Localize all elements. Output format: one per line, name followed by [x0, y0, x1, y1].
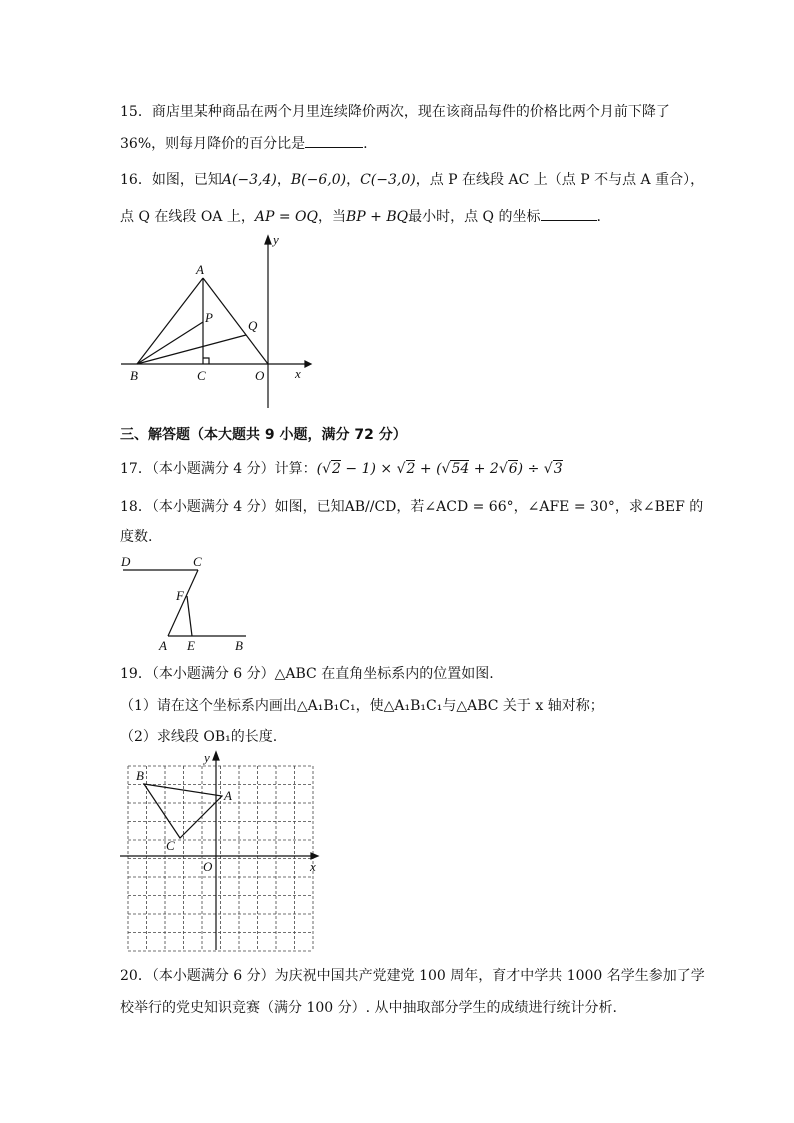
- q18-label-a: A: [159, 638, 167, 653]
- q17-rad-2b: 2: [406, 461, 416, 477]
- q18-label-c: C: [193, 554, 202, 569]
- q18-number: 18．: [120, 499, 152, 515]
- q16-label-x: x: [295, 366, 301, 381]
- q18-line-fe: [187, 596, 192, 636]
- q19-text-line1: （本小题满分 6 分）△ABC 在直角坐标系内的位置如图.: [151, 666, 494, 682]
- q17-prefix: （本小题满分 4 分）计算：: [151, 461, 317, 477]
- q16-seg-ba: [137, 278, 203, 364]
- q19-text-part2: （2）求线段 OB₁的长度.: [120, 729, 278, 745]
- q18-line-ca: [168, 570, 198, 636]
- q19-text-part1: （1）请在这个坐标系内画出△A₁B₁C₁，使△A₁B₁C₁与△ABC 关于 x 轴对称；: [120, 698, 604, 714]
- q16-right-angle: [203, 358, 209, 364]
- q15-end: .: [363, 136, 368, 152]
- q16-x-arrow: [305, 361, 311, 367]
- q19-label-c: C: [166, 838, 175, 853]
- q20-text-line1: （本小题满分 6 分）为庆祝中国共产党建党 100 周年，育才中学共 1000 名学生参加了学: [151, 968, 705, 984]
- q16-line1-post: ，点 P 在线段 AC 上（点 P 不与点 A 重合），: [415, 172, 705, 188]
- q15-line2: [120, 133, 368, 154]
- q16-end: .: [596, 209, 601, 225]
- q18-text-line1: （本小题满分 4 分）如图，已知AB//CD，若∠ACD = 66°，∠AFE = 30°，求∠BEF 的: [151, 499, 704, 515]
- q17-number: 17．: [120, 461, 152, 477]
- q17-paren1: (: [316, 461, 323, 477]
- q15-text-line1: 商店里某种商品在两个月里连续降价两次，现在该商品每件的价格比两个月前下降了: [151, 104, 670, 120]
- q20-text-line2: 校举行的党史知识竞赛（满分 100 分）. 从中抽取部分学生的成绩进行统计分析.: [120, 1000, 617, 1016]
- q15-line1: [120, 102, 670, 122]
- q19-y-arrow: [213, 752, 219, 760]
- q18-line1: [120, 497, 703, 517]
- q16-line2-post: 最小时，点 Q 的坐标: [408, 209, 541, 225]
- q16-point-c: C(−3,0): [360, 172, 416, 188]
- q18-text-line2: 度数.: [120, 529, 153, 545]
- q15-text-line2: 36%，则每月降价的百分比是: [120, 136, 306, 152]
- q15-number: 15．: [120, 104, 152, 120]
- q19-label-x: x: [310, 859, 316, 874]
- q16-seg-bp: [137, 322, 203, 364]
- q16-label-o: O: [255, 368, 265, 383]
- q20-line2: [120, 998, 617, 1018]
- q16-point-a: A(−3,4): [221, 172, 277, 188]
- q16-cond2: BP + BQ: [346, 209, 409, 225]
- q19-line1: [120, 664, 494, 684]
- q18-label-e: E: [187, 638, 195, 653]
- q18-line2: [120, 527, 152, 547]
- q17-rad-6: 6: [508, 461, 518, 477]
- q17-line: [120, 459, 563, 479]
- q16-label-a: A: [196, 262, 204, 277]
- q16-line2: [120, 206, 601, 227]
- q17-op3: + 2: [469, 461, 499, 477]
- q17-rad-54: 54: [451, 461, 470, 477]
- q19-number: 19．: [120, 666, 152, 682]
- q16-line1-pre: 如图，已知: [151, 172, 222, 188]
- q19-figure: [118, 750, 328, 955]
- q16-label-b: B: [130, 368, 138, 383]
- q17-rad-2a: 2: [332, 461, 341, 477]
- q19-label-o: O: [203, 859, 213, 874]
- q19-label-y: y: [204, 750, 210, 765]
- q17-op1: − 1) ×: [340, 461, 397, 477]
- q20-number: 20．: [120, 968, 152, 984]
- q16-figure: [115, 232, 315, 414]
- q16-number: 16．: [120, 172, 152, 188]
- q19-part1: [120, 696, 604, 716]
- q18-label-d: D: [121, 554, 131, 569]
- q16-label-q: Q: [248, 318, 258, 333]
- q16-line1: 16．如图，已知A(−3,4)，B(−6,0)，C(−3,0)，点 P 在线段 AC 上（点 P 不与点 A 重合），: [120, 172, 705, 188]
- q16-line2-pre: 点 Q 在线段 OA 上，: [120, 209, 255, 225]
- q19-triangle-abc: [144, 784, 222, 838]
- section-3-title: 三、解答题（本大题共 9 小题，满分 72 分）: [120, 427, 407, 443]
- q16-label-c: C: [197, 368, 206, 383]
- q16-label-y: y: [273, 232, 279, 247]
- q19-part2: [120, 727, 277, 747]
- q17-op4: ) ÷: [517, 461, 544, 477]
- q19-grid: [128, 766, 313, 951]
- q16-y-arrow: [265, 236, 271, 244]
- q15-answer-blank[interactable]: [305, 133, 363, 148]
- q19-label-a: A: [224, 788, 232, 803]
- q17-op2: + (: [415, 461, 442, 477]
- q16-label-p: P: [205, 310, 213, 325]
- q19-label-b: B: [136, 768, 144, 783]
- q17-rad-3: 3: [553, 461, 563, 477]
- q18-figure: [115, 552, 255, 654]
- q16-line2-mid: ，当: [318, 209, 346, 225]
- q18-label-b: B: [235, 638, 243, 653]
- q16-answer-blank[interactable]: [541, 206, 597, 221]
- q16-cond1: AP = OQ: [254, 209, 318, 225]
- q16-seg-bq: [137, 335, 246, 364]
- q18-label-f: F: [176, 588, 184, 603]
- q16-point-b: B(−6,0): [290, 172, 347, 188]
- q20-line1: [120, 966, 705, 986]
- q17-expression: (√2 − 1) × √2 + (√54 + 2√6) ÷ √3: [316, 461, 563, 477]
